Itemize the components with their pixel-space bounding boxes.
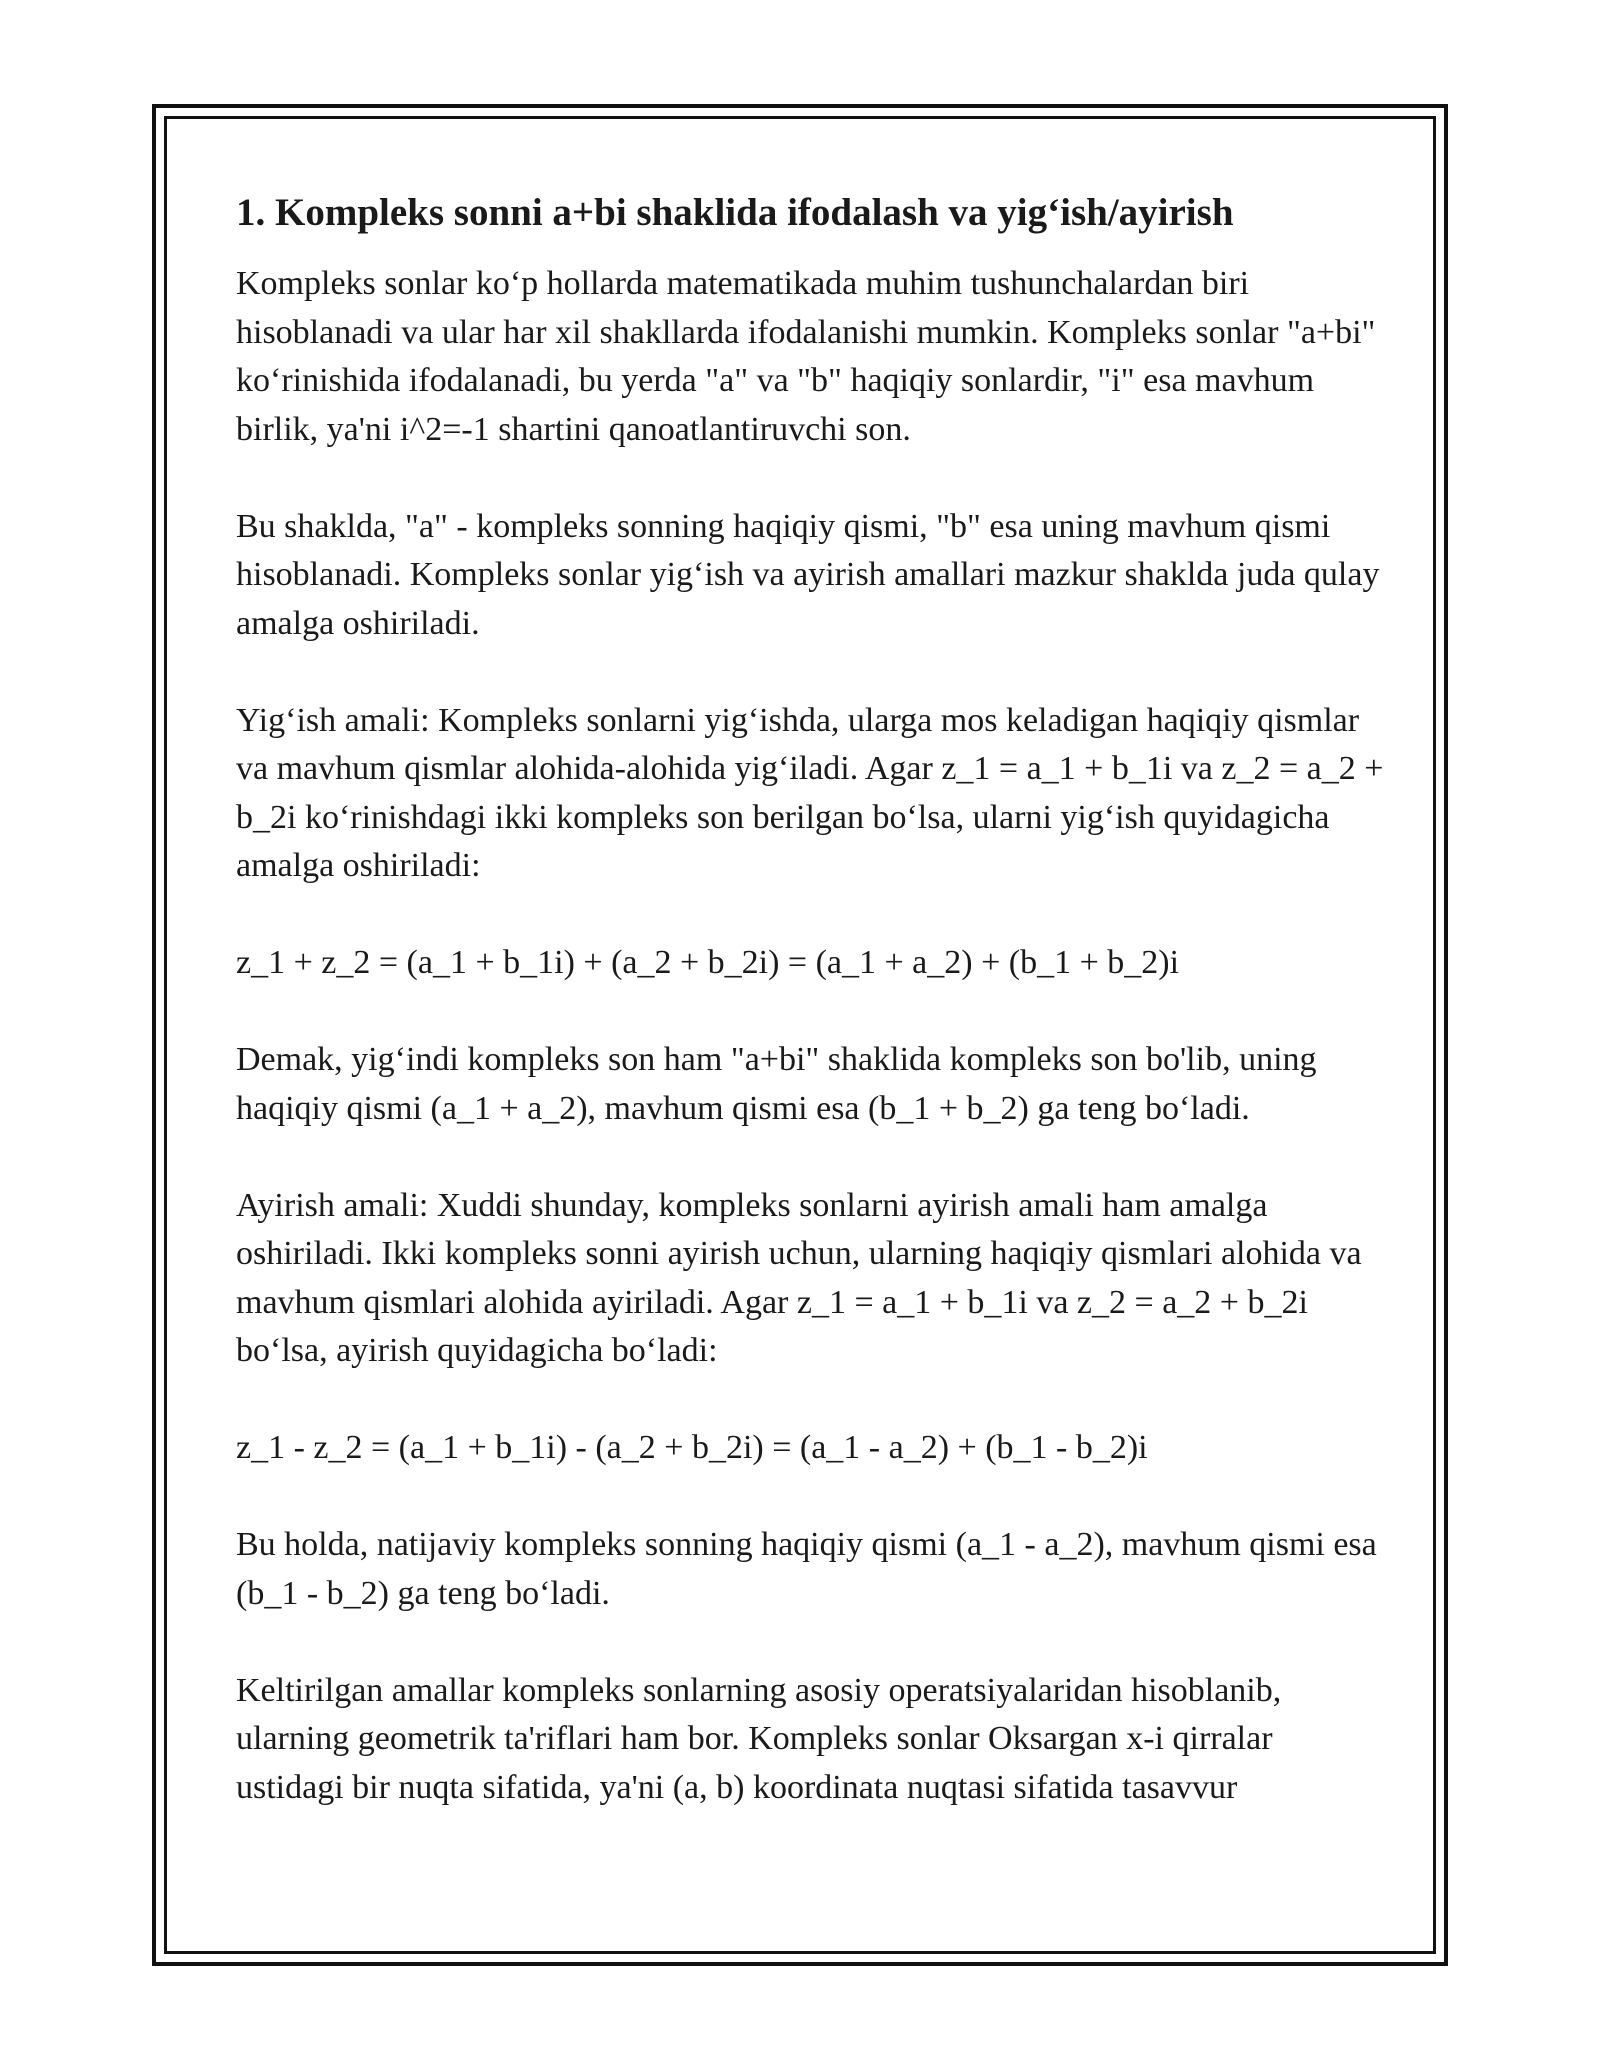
section-heading: 1. Kompleks sonni a+bi shaklida ifodalash va yig‘ish/ayirish [236, 191, 1234, 234]
paragraph-subtraction: Ayirish amali: Xuddi shunday, kompleks sonlarni ayirish amali ham amalga oshiriladi. Ikki kompleks sonni ayirish uchun, ularning haqiqiy qismlari alohida va mavhum qismlari alohida ayiriladi. Agar z_1 = a_1 + b_1i va z_2 = a_2 + b_2i bo‘lsa, ayirish quyidagicha bo‘ladi: [236, 1186, 1362, 1369]
paragraph-parts: Bu shaklda, "a" - kompleks sonning haqiqiy qismi, "b" esa uning mavhum qismi hisoblanadi. Kompleks sonlar yig‘ish va ayirish amallari mazkur shaklda juda qulay amalga oshiriladi. [236, 507, 1380, 642]
paragraph-subtraction-result: Bu holda, natijaviy kompleks sonning haqiqiy qismi (a_1 - a_2), mavhum qismi esa (b_1 - b_2) ga teng bo‘ladi. [236, 1526, 1377, 1612]
paragraph-intro: Kompleks sonlar ko‘p hollarda matematikada muhim tushunchalardan biri hisoblanadi va ular har xil shakllarda ifodalanishi mumkin. Kompleks sonlar "a+bi" ko‘rinishida ifodalanadi, bu yerda "a" va "b" haqiqiy sonlardir, "i" esa mavhum birlik, ya'ni i^2=-1 shartini qanoatlantiruvchi son. [236, 265, 1376, 448]
formula-addition: z_1 + z_2 = (a_1 + b_1i) + (a_2 + b_2i) = (a_1 + a_2) + (b_1 + b_2)i [236, 944, 1180, 981]
paragraph-addition: Yig‘ish amali: Kompleks sonlarni yig‘ishda, ularga mos keladigan haqiqiy qismlar va mavhum qismlar alohida-alohida yig‘iladi. Agar z_1 = a_1 + b_1i va z_2 = a_2 + b_2i ko‘rinishdagi ikki kompleks son berilgan bo‘lsa, ularni yig‘ish quyidagicha amalga oshiriladi: [236, 701, 1384, 884]
paragraph-addition-result: Demak, yig‘indi kompleks son ham "a+bi" shaklida kompleks son bo'lib, uning haqiqiy qismi (a_1 + a_2), mavhum qismi esa (b_1 + b_2) ga teng bo‘ladi. [236, 1041, 1317, 1127]
document-body [236, 186, 1386, 1812]
formula-subtraction: z_1 - z_2 = (a_1 + b_1i) - (a_2 + b_2i) = (a_1 - a_2) + (b_1 - b_2)i [236, 1429, 1148, 1466]
paragraph-geometric: Keltirilgan amallar kompleks sonlarning asosiy operatsiyalaridan hisoblanib, ularning geometrik ta'riflari ham bor. Kompleks sonlar Oksargan x-i qirralar ustidagi bir nuqta sifatida, ya'ni (a, b) koordinata nuqtasi sifatida tasavvur [236, 1671, 1282, 1806]
